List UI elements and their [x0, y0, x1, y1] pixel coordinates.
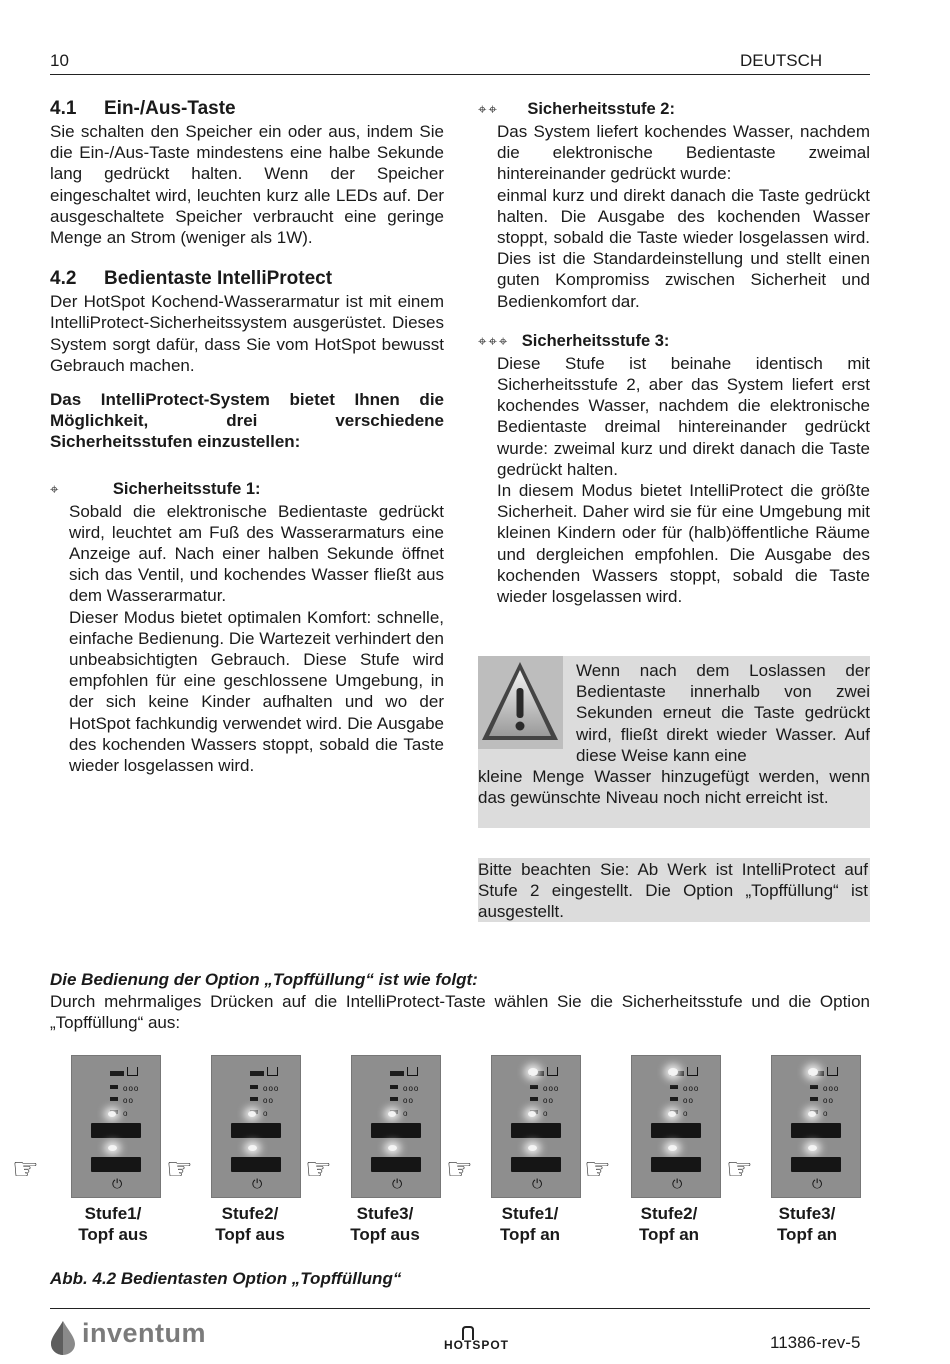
droplet-icon	[50, 1320, 76, 1356]
pointing-hand-icon: ☞	[305, 1153, 332, 1186]
section-4-1-body: Sie schalten den Speicher ein oder aus, indem Sie die Ein-/Aus-Taste mindestens eine halbe Sekunde lang gedrückt halten. Wenn der Speicher eingeschaltet wird, leuchten kurz alle LEDs auf. Der ausgeschaltete Speicher verbraucht eine geringe Menge an Strom (weniger als 1W).	[50, 122, 444, 248]
right-column	[478, 100, 870, 607]
level2-block	[478, 100, 870, 312]
level1-block	[50, 480, 444, 777]
pointing-hand-icon: ☞	[166, 1153, 193, 1186]
level3-body: Diese Stufe ist beinahe identisch mit Sicherheitsstufe 2, aber das System liefert erst kochendes Wasser, nachdem die elektronische Bedientaste dreimal hintereinander gedrückt wurde: zweimal kurz und direkt danach die Taste gedrückt halten.	[497, 353, 870, 479]
control-panel-5: ooo oo o ⏻	[631, 1055, 721, 1198]
hotspot-logo: HOTSPOT	[444, 1326, 514, 1356]
section-4-1-heading: 4.1 Ein-/Aus-Taste	[50, 98, 236, 119]
page-number: 10	[50, 51, 69, 70]
pointing-hand-icon: ☞	[446, 1153, 473, 1186]
control-panel-3: ooo oo o ⏻	[351, 1055, 441, 1198]
control-panel-6: ooo oo o ⏻	[771, 1055, 861, 1198]
panel-caption-3: Stufe3/ Topf aus	[350, 1204, 420, 1244]
section-4-2-body: Der HotSpot Kochend-Wasserarmatur ist mit einem IntelliProtect-Sicherheitssystem ausgerüstet. Dieses System sorgt dafür, dass Sie vom HotSpot bewusst Gebrauch machen.	[50, 292, 444, 375]
header-rule	[50, 74, 870, 75]
language-label: DEUTSCH	[740, 51, 823, 70]
left-column	[50, 98, 444, 776]
operation-body: Durch mehrmaliges Drücken auf die IntelliProtect-Taste wählen Sie die Sicherheitsstufe und die Option „Topffüllung“ aus:	[50, 992, 870, 1033]
control-panel-4: ooo oo o ⏻	[491, 1055, 581, 1198]
level3-body2: In diesem Modus bietet IntelliProtect die größte Sicherheit. Daher wird sie für eine Umgebung mit kleinen Kindern oder für (halb)öffentliche Räume und dergleichen empfohlen. Die Ausgabe des kochenden Wassers stoppt, sobald die Taste wieder losgelassen wird.	[497, 481, 870, 607]
level1-body: Sobald die elektronische Bedientaste gedrückt wird, leuchtet am Fuß des Wasserarmaturs eine Anzeige auf. Nach einer halben Sekunde öffnet sich das Ventil, und kochendes Wasser fließt aus dem Wasserarmatur.	[69, 501, 444, 606]
crosshair-icon: ⌖⌖	[478, 101, 499, 118]
panel-caption-6: Stufe3/ Topf an	[776, 1204, 838, 1244]
panel-caption-1: Stufe1/ Topf aus	[78, 1204, 148, 1244]
note-text: Bitte beachten Sie: Ab Werk ist IntelliProtect auf Stufe 2 eingestellt. Die Option „Topffüllung“ ist ausgestellt.	[478, 860, 868, 922]
control-panel-2: ooo oo o ⏻	[211, 1055, 301, 1198]
section-4-2-heading: 4.2 Bedientaste IntelliProtect	[50, 268, 333, 290]
figure-caption: Abb. 4.2 Bedientasten Option „Topffüllung“	[50, 1269, 402, 1288]
warning-text: Wenn nach dem Loslassen der Bedientaste innerhalb von zwei Sekunden erneut die Taste gedrückt wird, fließt direkt wieder Wasser. Auf diese Weise kann eine	[576, 661, 870, 765]
pointing-hand-icon: ☞	[12, 1153, 39, 1186]
control-panel-1: ooo oo o ⏻	[71, 1055, 161, 1198]
pointing-hand-icon: ☞	[584, 1153, 611, 1186]
warning-box	[478, 656, 870, 828]
level3-block	[478, 332, 870, 607]
level2-title: Sicherheitsstufe 2:	[527, 100, 675, 118]
section-4-2-intro: Das IntelliProtect-System bietet Ihnen die Möglichkeit, drei verschiedene Sicherheitsstufen einzustellen:	[50, 390, 444, 452]
operation-heading: Die Bedienung der Option „Topffüllung“ ist wie folgt:	[50, 970, 478, 989]
footer-rule	[50, 1308, 870, 1309]
level2-body2: einmal kurz und direkt danach die Taste gedrückt halten. Die Ausgabe des kochenden Wasser stoppt, sobald die Taste wieder losgelassen wird. Dies ist die Standardeinstellung und stellt einen guten Kompromiss zwischen Sicherheit und Bedienkomfort dar.	[497, 185, 870, 311]
document-number: 11386-rev-5	[770, 1333, 861, 1352]
panel-caption-4: Stufe1/ Topf an	[499, 1204, 561, 1244]
panel-caption-5: Stufe2/ Topf an	[638, 1204, 700, 1244]
level1-title: Sicherheitsstufe 1:	[112, 479, 261, 498]
operation-section	[50, 970, 870, 1033]
warning-text-rest: kleine Menge Wasser hinzugefügt werden, wenn das gewünschte Niveau noch nicht erreicht ist.	[478, 767, 870, 808]
level2-body: Das System liefert kochendes Wasser, nachdem die elektronische Bedientaste zweimal hintereinander gedrückt wurde:	[497, 122, 870, 184]
crosshair-icon: ⌖	[50, 480, 61, 498]
pointing-hand-icon: ☞	[726, 1153, 753, 1186]
panel-caption-2: Stufe2/ Topf aus	[215, 1204, 285, 1244]
warning-triangle-icon	[478, 656, 563, 749]
level3-title: Sicherheitsstufe 3:	[521, 331, 670, 350]
note-box	[478, 858, 870, 922]
level1-body2: Dieser Modus bietet optimalen Komfort: schnelle, einfache Bedienung. Die Wartezeit verhindert den unbeabsichtigten Gebrauch. Diese Stufe wird empfohlen für eine geschlossene Umgebung, in der sich keine Kinder aufhalten und wo der HotSpot fachkundig verwendet wird. Die Ausgabe des kochenden Wassers stoppt, sobald die Taste wieder losgelassen wird.	[69, 607, 444, 776]
crosshair-icon: ⌖⌖⌖	[478, 332, 510, 350]
